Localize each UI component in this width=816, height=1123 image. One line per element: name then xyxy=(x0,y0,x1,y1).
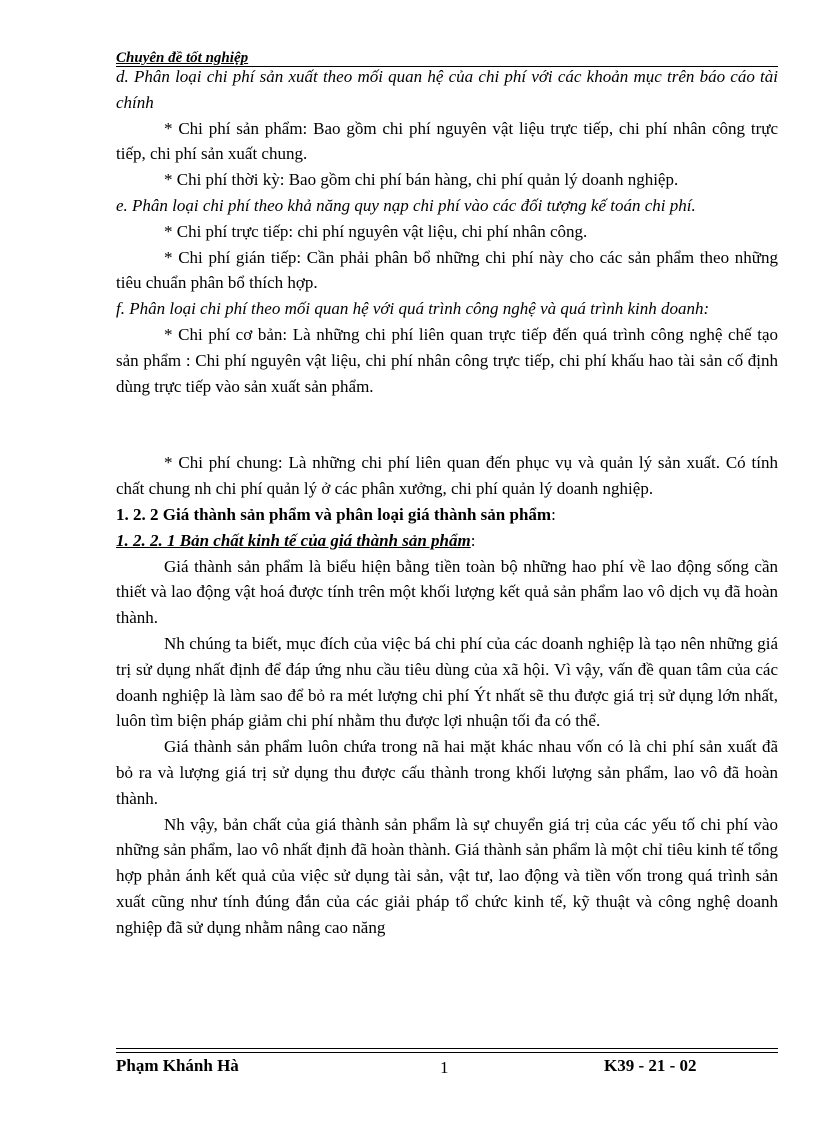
section-heading-1-2-2-1-text: 1. 2. 2. 1 Bản chất kinh tế của giá thành sản phẩm xyxy=(116,530,471,550)
paragraph-two-aspects: Giá thành sản phẩm luôn chứa trong nã hai mặt khác nhau vốn có là chi phí sản xuất đã bỏ ra và lượng giá trị sử dụng thu được cấu thành trong khối lượng sản phẩm, lao vô đã hoàn thành. xyxy=(116,737,778,808)
document-body xyxy=(116,64,778,941)
footer-author: Phạm Khánh Hà xyxy=(116,1056,239,1075)
section-heading-1-2-2-1 xyxy=(116,528,778,554)
header-title: Chuyên đề tốt nghiệp xyxy=(116,50,249,66)
blank-gap xyxy=(116,399,778,450)
section-heading-1-2-2-text: 1. 2. 2 Giá thành sản phẩm và phân loại giá thành sản phẩm xyxy=(116,504,552,524)
section-e-heading: e. Phân loại chi phí theo khả năng quy nạp chi phí vào các đối tượng kế toán chi phí. xyxy=(116,195,696,215)
footer-rule-thin xyxy=(116,1052,778,1053)
paragraph-product-cost: * Chi phí sản phẩm: Bao gồm chi phí nguyên vật liệu trực tiếp, chi phí nhân công trực tiếp, chi phí sản xuất chung. xyxy=(116,118,778,164)
section-heading-1-2-2-1-colon: : xyxy=(470,530,476,550)
footer-rule-thick xyxy=(116,1048,778,1049)
page-number: 1 xyxy=(440,1058,449,1077)
paragraph-indirect-cost: * Chi phí gián tiếp: Cần phải phân bổ những chi phí này cho các sản phẩm theo những tiêu chuẩn phân bổ thích hợp. xyxy=(116,247,778,293)
paragraph-general-cost: * Chi phí chung: Là những chi phí liên quan đến phục vụ và quản lý sản xuất. Có tính chất chung nh chi phí quản lý ở các phân xưởng, chi phí quản lý doanh nghiệp. xyxy=(116,453,778,499)
section-heading-1-2-2 xyxy=(116,502,778,528)
section-heading-1-2-2-colon: : xyxy=(551,504,556,524)
section-f-heading: f. Phân loại chi phí theo mối quan hệ với quá trình công nghệ và quá trình kinh doanh: xyxy=(116,299,710,319)
paragraph-purpose: Nh chúng ta biết, mục đích của việc bá chi phí của các doanh nghiệp là tạo nên những giá trị sử dụng nhất định để đáp ứng nhu cầu tiêu dùng của xã hội. Vì vậy, vấn đề quan tâm của các doanh nghiệp là làm sao để bỏ ra mét lượng chi phí Ýt nhất sẽ thu được giá trị sử dụng lớn nhất, luôn tìm biện pháp giảm chi phí nhằm thu được lợi nhuận tối đa có thể. xyxy=(116,633,778,731)
paragraph-direct-cost: * Chi phí trực tiếp: chi phí nguyên vật liệu, chi phí nhân công. xyxy=(164,221,588,241)
paragraph-nature: Nh vậy, bản chất của giá thành sản phẩm là sự chuyển giá trị của các yếu tố chi phí vào những sản phẩm, lao vô nhất định đã hoàn thành. Giá thành sản phẩm là một chỉ tiêu kinh tế tổng hợp phản ánh kết quả của việc sử dụng tài sản, vật tư, lao động và tiền vốn trong quá trình sản xuất cũng như tính đúng đắn của các giải pháp tổ chức kinh tế, kỹ thuật và công nghệ doanh nghiệp đã sử dụng nhằm nâng cao năng xyxy=(116,814,778,937)
paragraph-period-cost: * Chi phí thời kỳ: Bao gồm chi phí bán hàng, chi phí quản lý doanh nghiệp. xyxy=(164,170,679,190)
section-d-heading: d. Phân loại chi phí sản xuất theo mối quan hệ của chi phí với các khoản mục trên báo cáo tài chính xyxy=(116,67,778,112)
paragraph-cost-definition: Giá thành sản phẩm là biểu hiện bằng tiền toàn bộ những hao phí về lao động sống cần thiết và lao động vật hoá được tính trên một khối lượng kết quả sản phẩm lao vô dịch vụ đã hoàn thành. xyxy=(116,556,778,628)
paragraph-basic-cost: * Chi phí cơ bản: Là những chi phí liên quan trực tiếp đến quá trình công nghệ chế tạo sản phẩm : Chi phí nguyên vật liệu, chi phí nhân công trực tiếp, chi phí khấu hao tài sản cố định dùng trực tiếp vào sản xuất sản phẩm. xyxy=(116,324,778,396)
footer-class-code: K39 - 21 - 02 xyxy=(604,1056,697,1075)
